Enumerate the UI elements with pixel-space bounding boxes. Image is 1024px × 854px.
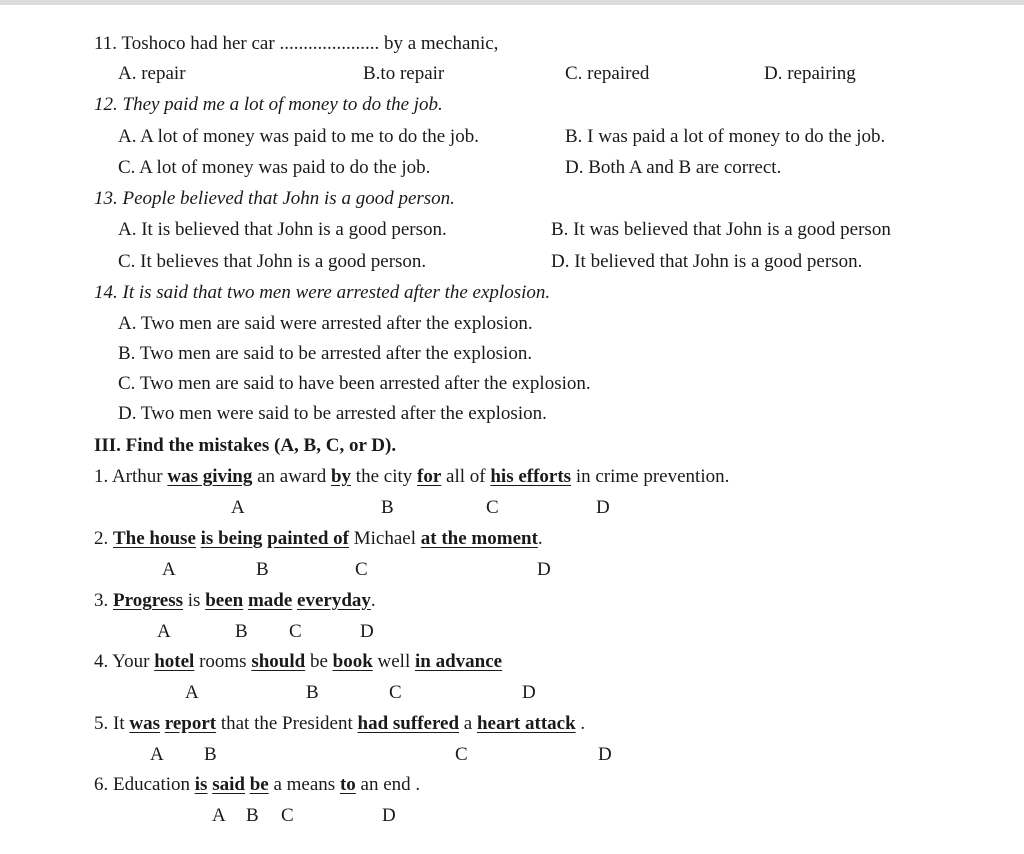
mistake-3-label-a: A (157, 621, 171, 642)
mistake-5-text: a (459, 713, 477, 734)
mistake-5-text: that the President (216, 713, 358, 734)
q14-stem: 14. It is said that two men were arrested after the explosion. (94, 282, 551, 303)
mistake-1-label-a: A (231, 497, 245, 518)
mistake-2-label-b: B (256, 559, 269, 580)
mistake-2-text: . (537, 528, 543, 549)
mistake-4-sentence (94, 651, 502, 673)
q13-option-c: C. It believes that John is a good person. (118, 251, 427, 272)
mistake-5-label-d: D (598, 744, 612, 765)
mistake-1-text: in crime prevention. (571, 466, 730, 487)
section-heading: III. Find the mistakes (A, B, C, or D). (94, 435, 397, 456)
q11-option-d: D. repairing (764, 63, 856, 84)
q11-option-a: A. repair (118, 63, 186, 84)
mistake-2-part-c: painted of (267, 528, 349, 549)
mistake-1-part-c: for (417, 466, 442, 487)
mistake-5-label-a: A (150, 744, 164, 765)
mistake-1-part-d: his efforts (490, 466, 572, 487)
mistake-3-label-b: B (235, 621, 248, 642)
mistake-5-part-a: was (129, 713, 160, 734)
mistake-1-part-b: by (330, 466, 352, 487)
mistake-6-text: an end . (355, 774, 421, 795)
mistake-6-text: a means (268, 774, 340, 795)
mistake-5-part-d: heart attack (476, 713, 576, 734)
mistake-1-text: an award (252, 466, 331, 487)
mistake-2-part-b: is being (200, 528, 263, 549)
mistake-3-text: . (370, 590, 376, 611)
mistake-4-text: 4. Your (94, 651, 155, 672)
mistake-4-label-b: B (306, 682, 319, 703)
mistake-4-text: be (305, 651, 333, 672)
mistake-5-label-c: C (455, 744, 468, 765)
mistake-3-sentence (94, 590, 376, 612)
mistake-6-text: 6. Education (94, 774, 195, 795)
q13-option-a: A. It is believed that John is a good person. (118, 219, 447, 240)
mistake-5-label-b: B (204, 744, 217, 765)
mistake-4-part-a: hotel (154, 651, 195, 672)
mistake-3-label-d: D (360, 621, 374, 642)
mistake-4-label-d: D (522, 682, 536, 703)
mistake-2-label-a: A (162, 559, 176, 580)
mistake-4-part-c: book (332, 651, 373, 672)
mistake-4-part-d: in advance (414, 651, 503, 672)
q14-option-b: B. Two men are said to be arrested after the explosion. (118, 343, 533, 364)
q14-option-a: A. Two men are said were arrested after the explosion. (118, 313, 533, 334)
mistake-6-part-d: to (339, 774, 356, 795)
mistake-1-text: all of (441, 466, 491, 487)
mistake-5-text: 5. It (94, 713, 130, 734)
mistake-6-sentence (94, 774, 420, 796)
q13-stem: 13. People believed that John is a good person. (94, 188, 455, 209)
mistake-6-part-b: said (212, 774, 245, 795)
mistake-6-label-a: A (212, 805, 226, 826)
mistake-4-text: rooms (194, 651, 252, 672)
q11-stem: 11. Toshoco had her car ..................... by a mechanic, (94, 33, 499, 54)
mistake-3-text: 3. (94, 590, 113, 611)
q12-stem: 12. They paid me a lot of money to do the job. (94, 94, 443, 115)
mistake-4-label-c: C (389, 682, 402, 703)
mistake-2-part-a: The house (113, 528, 196, 549)
q11-option-b: B.to repair (363, 63, 445, 84)
q14-option-c: C. Two men are said to have been arrested after the explosion. (118, 373, 591, 394)
mistake-6-part-c: be (249, 774, 269, 795)
mistake-3-label-c: C (289, 621, 302, 642)
mistake-2-text: Michael (349, 528, 421, 549)
mistake-4-part-b: should (251, 651, 306, 672)
mistake-1-label-b: B (381, 497, 394, 518)
q11-option-c: C. repaired (565, 63, 650, 84)
q14-option-d: D. Two men were said to be arrested after the explosion. (118, 403, 547, 424)
mistake-6-label-c: C (281, 805, 294, 826)
mistake-5-sentence (94, 713, 585, 735)
mistake-3-part-b: been (205, 590, 244, 611)
top-border (0, 0, 1024, 5)
mistake-6-part-a: is (194, 774, 208, 795)
mistake-1-part-a: was giving (167, 466, 253, 487)
q13-option-d: D. It believed that John is a good person. (551, 251, 863, 272)
mistake-2-text: 2. (94, 528, 113, 549)
mistake-3-part-c: made (247, 590, 293, 611)
mistake-3-text: is (183, 590, 206, 611)
mistake-4-label-a: A (185, 682, 199, 703)
mistake-2-label-d: D (537, 559, 551, 580)
mistake-6-label-b: B (246, 805, 259, 826)
mistake-2-part-d: at the moment (420, 528, 538, 549)
q12-option-a: A. A lot of money was paid to me to do the job. (118, 126, 479, 147)
q13-option-b: B. It was believed that John is a good person (551, 219, 891, 240)
mistake-1-text: the city (351, 466, 417, 487)
mistake-5-part-b: report (164, 713, 217, 734)
mistake-1-label-c: C (486, 497, 499, 518)
mistake-4-text: well (372, 651, 415, 672)
mistake-5-part-c: had suffered (357, 713, 460, 734)
mistake-2-label-c: C (355, 559, 368, 580)
mistake-3-part-d: everyday (297, 590, 371, 611)
mistake-6-label-d: D (382, 805, 396, 826)
q12-option-c: C. A lot of money was paid to do the job. (118, 157, 431, 178)
mistake-5-text: . (575, 713, 586, 734)
mistake-1-text: 1. Arthur (94, 466, 168, 487)
q12-option-b: B. I was paid a lot of money to do the job. (565, 126, 886, 147)
mistake-3-part-a: Progress (113, 590, 184, 611)
q12-option-d: D. Both A and B are correct. (565, 157, 782, 178)
mistake-2-sentence (94, 528, 543, 550)
mistake-1-sentence (94, 466, 729, 488)
mistake-1-label-d: D (596, 497, 610, 518)
